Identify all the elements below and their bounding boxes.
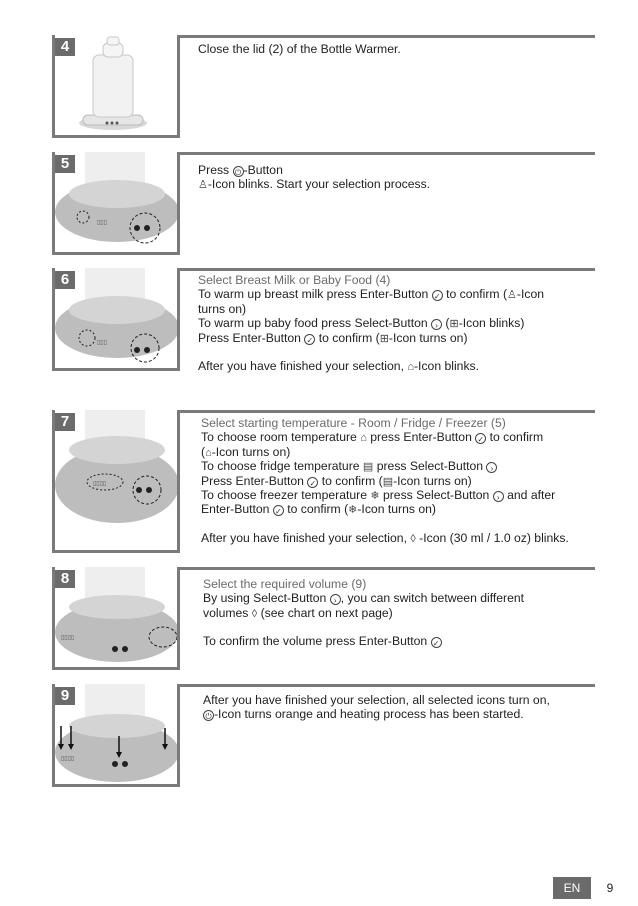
step-heading: Select Breast Milk or Baby Food (4): [198, 273, 391, 287]
step-9-line: ⏻ -Icon turns orange and heating process has been started.: [203, 707, 603, 721]
snowflake-icon: ❄: [370, 490, 380, 503]
enter-button-icon: ✓: [475, 433, 486, 444]
step-5-line: ♙-Icon blinks. Start your selection process.: [198, 177, 431, 192]
select-button-icon: ›: [431, 319, 442, 330]
svg-text:▯▯▯: ▯▯▯: [97, 339, 107, 346]
enter-button-icon: ✓: [273, 505, 284, 516]
step-6-text: [198, 273, 598, 373]
jar-icon: ⊞: [449, 318, 459, 331]
step-heading: Select starting temperature - Room / Fridge / Freezer (5): [201, 416, 506, 430]
step-7-line: To choose fridge temperature ▤ press Select-Button ›: [201, 459, 601, 473]
step-6-line: After you have finished your selection, ⌂-Icon blinks.: [198, 359, 480, 374]
bottle-icon: ♙: [198, 179, 208, 192]
step-7-line: Enter-Button ✓ to confirm (❄-Icon turns on): [201, 502, 436, 517]
drop-icon: ◊: [251, 607, 258, 620]
jar-icon: ⊞: [379, 332, 389, 345]
svg-text:▯▯▯: ▯▯▯: [97, 219, 107, 226]
step-7-line: Press Enter-Button ✓ to confirm (▤-Icon turns on): [201, 473, 472, 488]
step-5-text: [198, 163, 598, 192]
step-6-line: To warm up breast milk press Enter-Button ✓ to confirm (♙-Icon: [198, 287, 545, 302]
house-icon: ⌂: [360, 432, 367, 445]
step-8-line: volumes ◊ (see chart on next page): [203, 605, 393, 620]
fridge-icon: ▤: [382, 475, 394, 488]
step-number: 6: [55, 271, 75, 289]
svg-text:▯▯▯▯: ▯▯▯▯: [93, 480, 107, 487]
enter-button-icon: ✓: [307, 477, 318, 488]
step-4-text: [198, 42, 598, 56]
select-button-icon: ›: [330, 594, 341, 605]
power-button-icon: ⏻: [233, 166, 244, 177]
enter-button-icon: ✓: [432, 290, 443, 301]
step-8-line: To confirm the volume press Enter-Button ✓: [203, 634, 603, 648]
select-button-icon: ›: [486, 462, 497, 473]
step-number: 4: [55, 38, 75, 56]
house-icon: ⌂: [205, 446, 212, 459]
svg-text:▯▯▯▯: ▯▯▯▯: [61, 755, 75, 762]
step-9: [52, 684, 595, 787]
step-7: [52, 410, 595, 553]
step-6-line: turns on): [198, 301, 247, 316]
step-7-text: [201, 416, 601, 545]
fridge-icon: ▤: [362, 461, 374, 474]
step-9-line: After you have finished your selection, all selected icons turn on,: [203, 693, 550, 707]
select-button-icon: ›: [493, 491, 504, 502]
step-5-line: Press ⏻ -Button: [198, 163, 283, 177]
svg-text:▯▯▯▯: ▯▯▯▯: [61, 634, 75, 641]
step-6: [52, 268, 595, 374]
step-9-text: [203, 693, 603, 722]
step-number: 9: [55, 687, 75, 705]
step-5: [52, 152, 595, 255]
enter-button-icon: ✓: [304, 334, 315, 345]
step-number: 8: [55, 570, 75, 588]
step-heading: Select the required volume (9): [203, 577, 367, 591]
step-7-line: (⌂-Icon turns on): [201, 444, 291, 459]
step-8-text: [203, 577, 603, 649]
drop-icon: ◊: [410, 532, 416, 545]
step-8: [52, 567, 595, 670]
step-4: [52, 35, 595, 138]
bottle-icon: ♙: [507, 289, 517, 302]
step-7-line: To choose room temperature ⌂ press Enter-Button ✓ to confirm: [201, 430, 544, 445]
step-7-image: [52, 410, 180, 553]
step-7-line: To choose freezer temperature ❄ press Select-Button › and after: [201, 488, 556, 503]
step-4-line: Close the lid (2) of the Bottle Warmer.: [198, 42, 401, 56]
house-icon: ⌂: [407, 361, 414, 374]
language-badge: EN: [553, 877, 591, 899]
step-6-line: To warm up baby food press Select-Button › (⊞-Icon blinks): [198, 316, 525, 331]
step-number: 5: [55, 155, 75, 173]
step-8-line: By using Select-Button › , you can switch between different: [203, 591, 525, 606]
step-6-line: Press Enter-Button ✓ to confirm (⊞-Icon turns on): [198, 330, 468, 345]
enter-button-icon: ✓: [431, 637, 442, 648]
step-number: 7: [55, 413, 75, 431]
page-number: 9: [606, 881, 614, 895]
snowflake-icon: ❄: [348, 504, 358, 517]
step-7-line: After you have finished your selection, ◊ -Icon (30 ml / 1.0 oz) blinks.: [201, 530, 569, 545]
power-button-icon: ⏻: [203, 710, 214, 721]
